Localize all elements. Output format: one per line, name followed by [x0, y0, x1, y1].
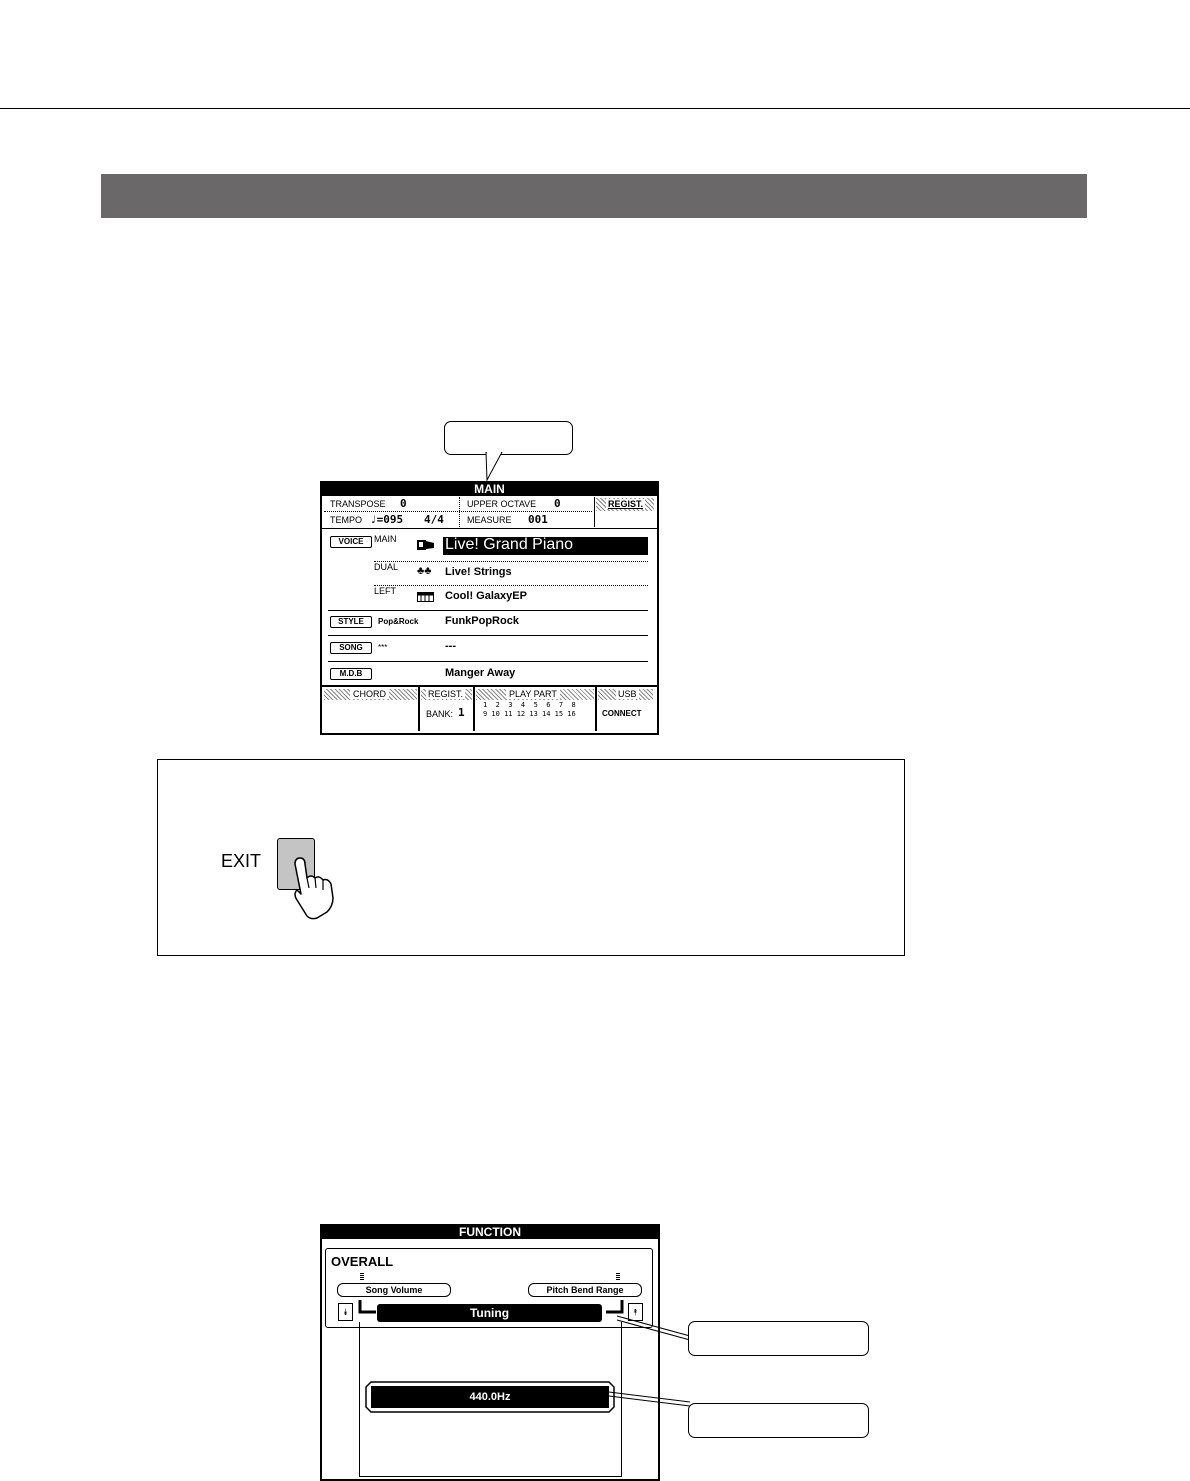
- bank-label: BANK:: [426, 709, 454, 719]
- main-voice-name: Live! Grand Piano: [445, 536, 574, 553]
- header-bottom-rule: [322, 528, 657, 529]
- voice-button: VOICE: [330, 536, 372, 548]
- dual-voice-name: Live! Strings: [445, 566, 512, 578]
- section-header-bar: [101, 174, 1087, 218]
- voice-separator-2: [374, 585, 648, 586]
- mdb-button: M.D.B: [330, 668, 372, 680]
- next-function-item: Pitch Bend Range: [528, 1283, 642, 1297]
- keyboard-icon: [417, 592, 435, 602]
- play-part-row-2: 9 10 11 12 13 14 15 16: [483, 710, 576, 718]
- prev-item-indicator: [360, 1273, 364, 1280]
- voice-separator-1: [374, 561, 648, 562]
- next-item-indicator: [616, 1273, 620, 1280]
- exit-instruction-box: [157, 759, 905, 956]
- style-category: Pop&Rock: [378, 617, 419, 626]
- callout-leaders: [595, 1310, 695, 1420]
- callout-bubble-item: [688, 1321, 869, 1356]
- song-name: ---: [445, 640, 456, 652]
- transpose-label: TRANSPOSE: [330, 499, 386, 509]
- status-divider-2: [473, 687, 475, 731]
- upper-octave-value: 0: [554, 497, 561, 510]
- scroll-down-icon[interactable]: ⯯: [338, 1303, 353, 1321]
- left-voice-name: Cool! GalaxyEP: [445, 590, 527, 602]
- header-separator: [324, 511, 592, 512]
- main-display: [320, 481, 659, 735]
- prev-function-item: Song Volume: [337, 1283, 451, 1297]
- time-signature: 4/4: [424, 513, 444, 526]
- status-divider-3: [595, 687, 597, 731]
- main-voice-label: MAIN: [374, 534, 397, 544]
- usb-label: USB: [618, 689, 637, 699]
- usb-status: CONNECT: [602, 709, 642, 718]
- tempo-value: ♩=095: [370, 513, 404, 526]
- current-function-item: Tuning: [377, 1304, 602, 1322]
- voice-section-rule: [328, 610, 648, 611]
- regist-badge: REGIST.: [608, 499, 644, 509]
- measure-value: 001: [528, 513, 548, 526]
- callout-bubble-main: [444, 421, 573, 455]
- left-voice-label: LEFT: [374, 586, 397, 596]
- dual-voice-label: DUAL: [374, 562, 399, 572]
- tempo-label: TEMPO: [330, 515, 363, 525]
- bank-value: 1: [458, 706, 465, 719]
- status-divider-1: [418, 687, 420, 731]
- function-value: 440.0Hz: [371, 1386, 609, 1408]
- pointing-hand-icon: [283, 854, 343, 922]
- callout-bubble-value: [688, 1403, 869, 1438]
- callout-pointer: [480, 452, 510, 482]
- song-category: ***: [378, 643, 388, 652]
- scroll-up-icon[interactable]: ⯭: [628, 1303, 643, 1321]
- header-divider: [459, 497, 460, 527]
- style-name: FunkPopRock: [445, 615, 519, 627]
- main-display-title: MAIN: [322, 483, 657, 496]
- play-part-label: PLAY PART: [506, 689, 560, 699]
- measure-label: MEASURE: [467, 515, 512, 525]
- regist-status-label: REGIST.: [428, 689, 464, 699]
- status-bar-top-rule: [322, 685, 657, 687]
- mdb-name: Manger Away: [445, 667, 516, 679]
- play-part-row-1: 1 2 3 4 5 6 7 8: [483, 701, 576, 709]
- song-button: SONG: [330, 642, 372, 654]
- transpose-value: 0: [400, 497, 407, 510]
- top-rule: [0, 108, 1190, 109]
- upper-octave-label: UPPER OCTAVE: [467, 499, 537, 509]
- function-category: OVERALL: [331, 1254, 394, 1269]
- style-button: STYLE: [330, 616, 372, 628]
- header-divider-2: [594, 497, 595, 527]
- style-section-rule: [328, 635, 648, 636]
- chord-label: CHORD: [350, 689, 389, 699]
- song-section-rule: [328, 661, 648, 662]
- exit-label: EXIT: [221, 851, 262, 871]
- function-display-title: FUNCTION: [322, 1226, 658, 1239]
- strings-icon: ♣♣: [417, 565, 432, 577]
- piano-icon: [417, 539, 435, 551]
